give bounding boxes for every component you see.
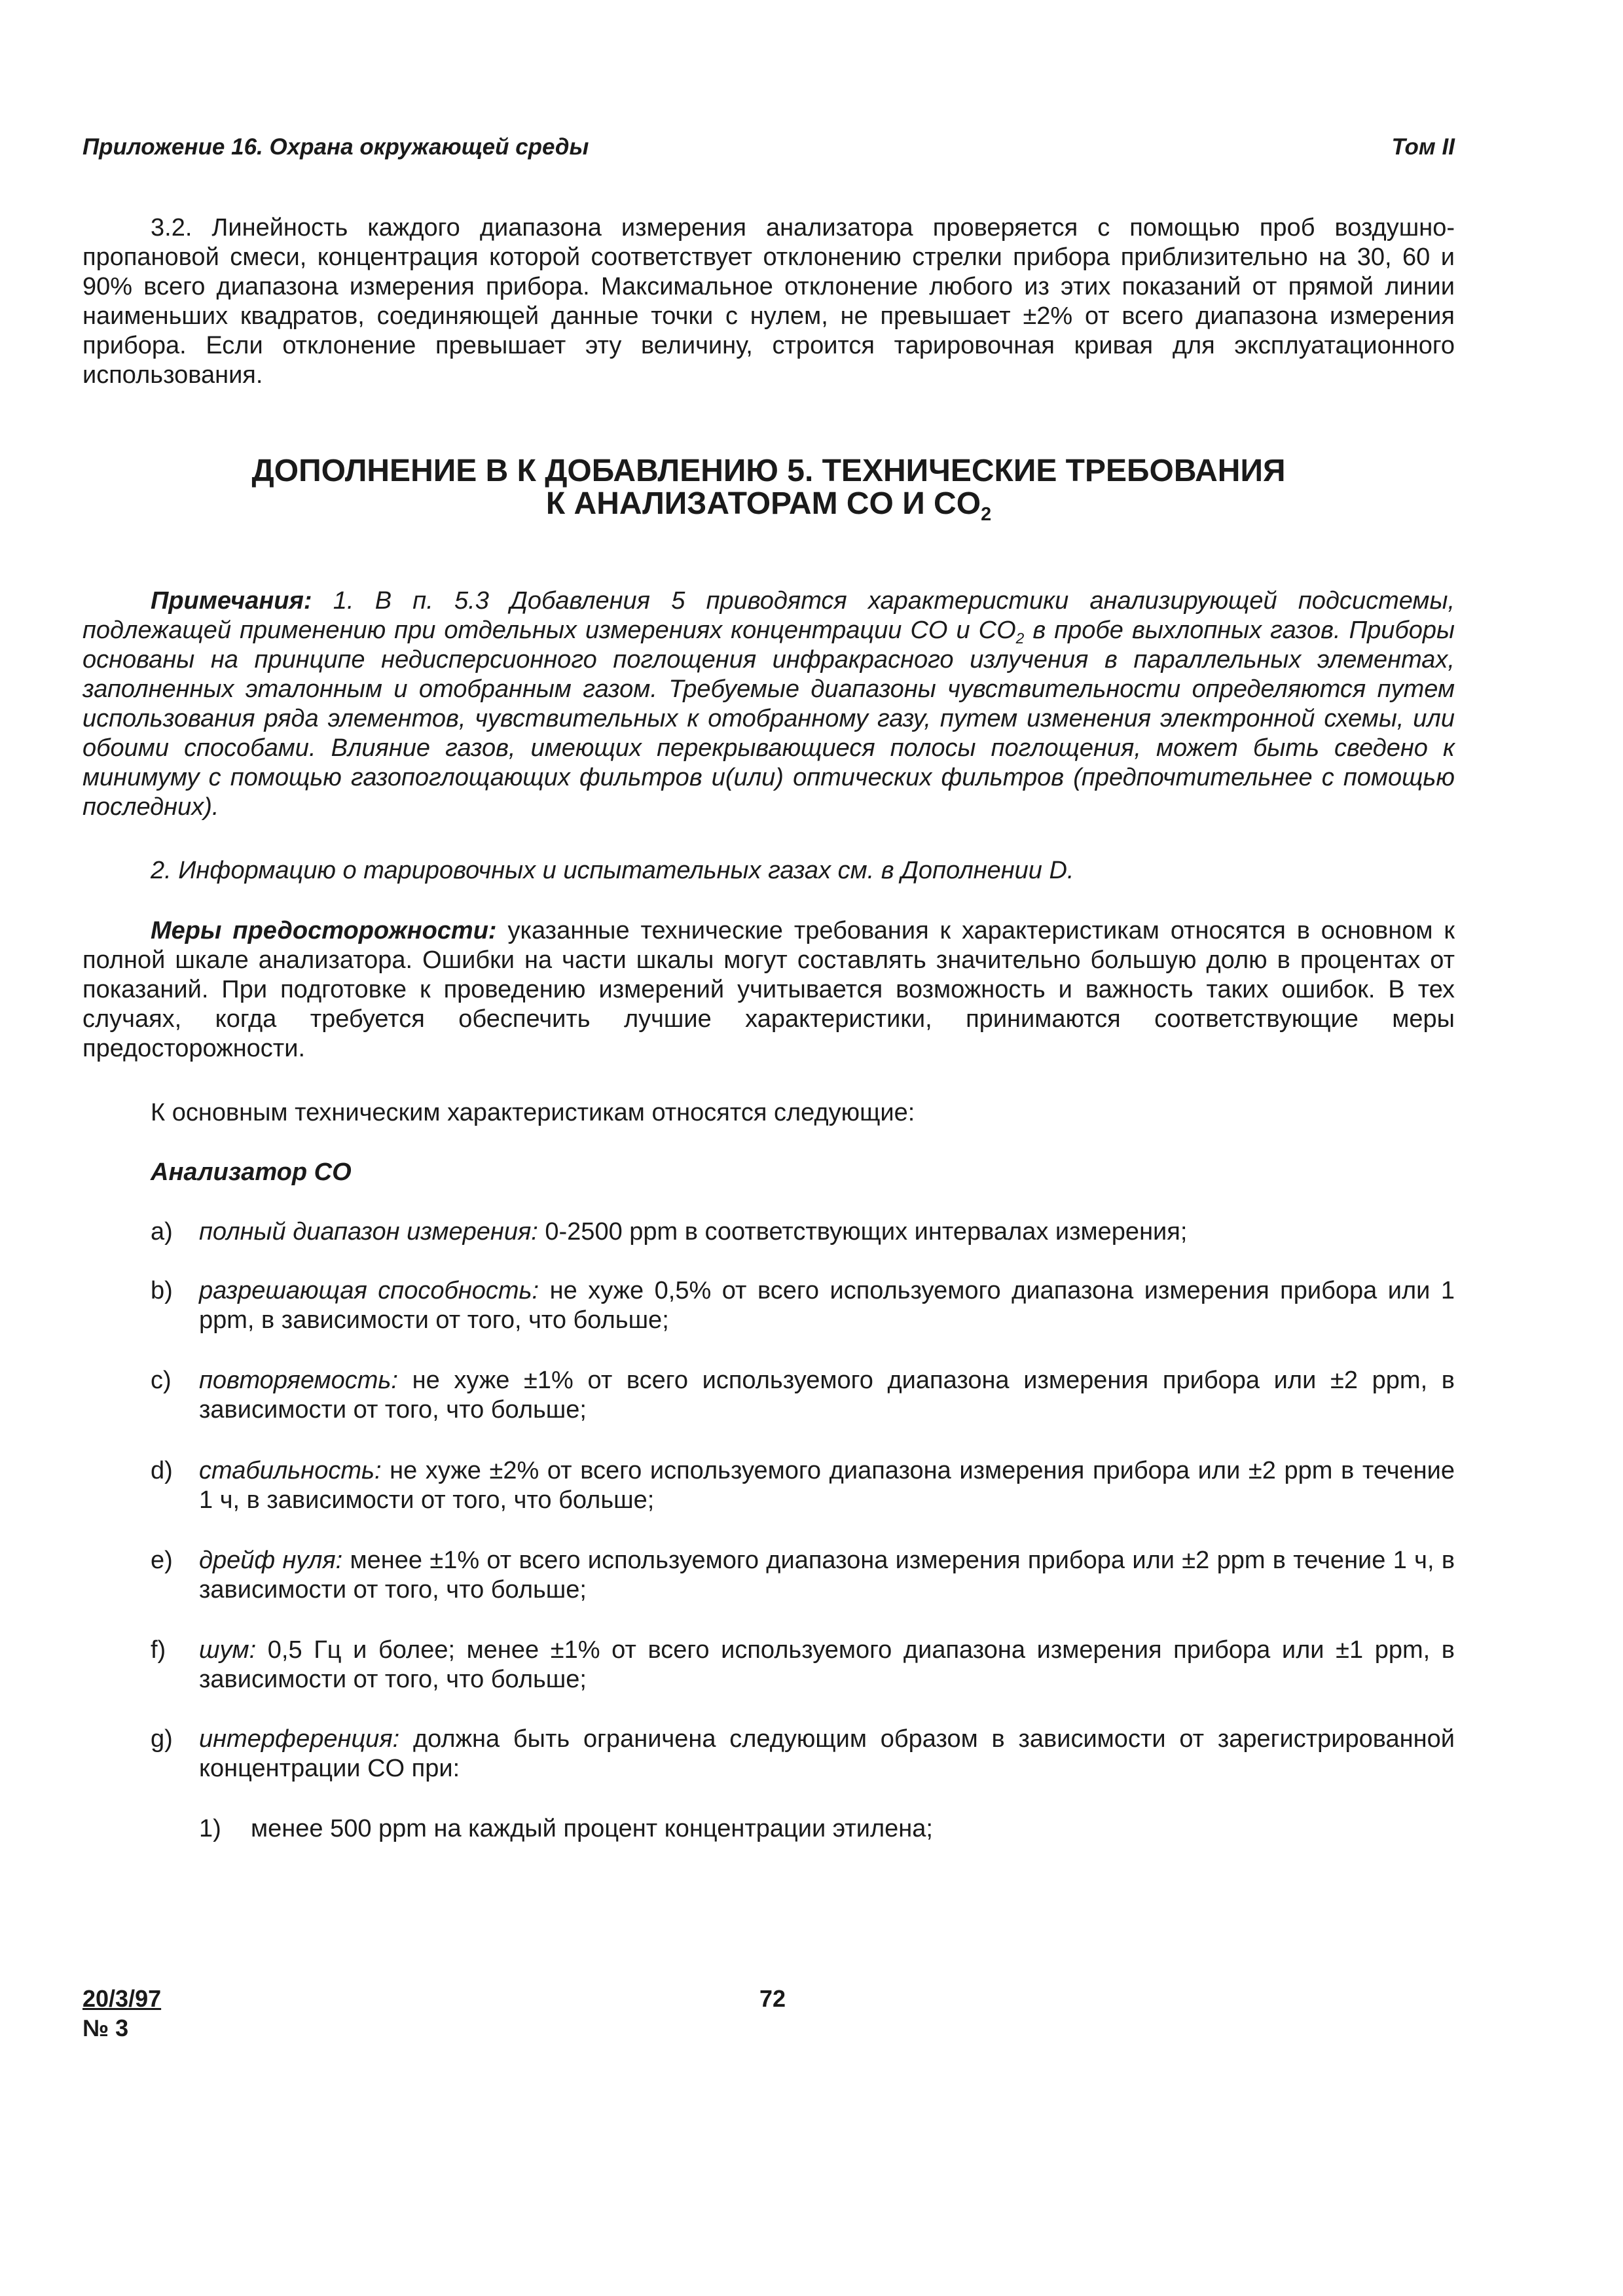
running-header-right: Том II <box>1391 134 1455 160</box>
list-item: разрешающая способность: не хуже 0,5% от всего используемого диапазона измерения прибора или 1 ppm, в зависимости от того, что больше; <box>199 1277 1455 1334</box>
list-item: полный диапазон измерения: 0-2500 ppm в соответствующих интервалах измерения; <box>199 1218 1188 1246</box>
note-2: 2. Информацию о тарировочных и испытательных газах см. в Дополнении D. <box>151 857 1074 884</box>
page-number: 72 <box>759 1985 786 2012</box>
list-item-label: c) <box>151 1367 172 1394</box>
section-title <box>82 454 1455 526</box>
list-item-label: b) <box>151 1277 173 1304</box>
notes-paragraph: Примечания: 1. В п. 5.3 Добавления 5 приводятся характеристики анализирующей подсистемы, подлежащей применению при отдельных измерениях концентрации CO и $CO_2$ в пробе выхлопных газов. Приборы основаны на принципе недисперсионного поглощения инфракрасного излучения в параллельных элементах, заполненных эталонным и отобранным газом. Требуемые диапазоны чувствительности определяются путем использования ряда элементов, чувствительных к отобранному газу, путем изменения электронной схемы, или обоими способами. Влияние газов, имеющих перекрывающиеся полосы поглощения, может быть сведено к минимуму с помощью газопоглощающих фильтров и(или) оптических фильтров (предпочтительнее с помощью последних). <box>82 587 1455 821</box>
list-item-label: g) <box>151 1725 173 1753</box>
paragraph-3-2: 3.2. Линейность каждого диапазона измерения анализатора проверяется с помощью проб воздушно-пропановой смеси, концентрация которой соответствует отклонению стрелки прибора приблизительно на 30, 60 и 90% всего диапазона измерения прибора. Максимальное отклонение любого из этих показаний от прямой линии наименьших квадратов, соединяющей данные точки с нулем, не превышает ±2% от всего диапазона измерения прибора. Если отклонение превышает эту величину, строится тарировочная кривая для эксплуатационного использования. <box>82 214 1455 389</box>
precautions-label: Меры предосторожности: <box>151 917 497 944</box>
list-item-label: d) <box>151 1457 173 1484</box>
analyzer-co-heading: Анализатор CO <box>151 1158 352 1186</box>
footer-date: 20/3/97 <box>82 1985 162 2012</box>
list-item: дрейф нуля: менее ±1% от всего используемого диапазона измерения прибора или ±2 ppm в течение 1 ч, в зависимости от того, что больше; <box>199 1547 1455 1604</box>
footer-number: № 3 <box>82 2015 129 2041</box>
list-item: интерференция: должна быть ограничена следующим образом в зависимости от зарегистрированной концентрации CO при: <box>199 1725 1455 1782</box>
subitem-text: менее 500 ppm на каждый процент концентрации этилена; <box>251 1815 933 1842</box>
list-item: повторяемость: не хуже ±1% от всего используемого диапазона измерения прибора или ±2 ppm, в зависимости от того, что больше; <box>199 1367 1455 1424</box>
section-title-line1: ДОПОЛНЕНИЕ В К ДОБАВЛЕНИЮ 5. ТЕХНИЧЕСКИЕ ТРЕБОВАНИЯ <box>251 454 1286 488</box>
intro-line: К основным техническим характеристикам относятся следующие: <box>151 1099 915 1126</box>
list-item-label: a) <box>151 1218 173 1246</box>
section-title-line2: К АНАЛИЗАТОРАМ CO И $CO_2$ <box>545 486 992 526</box>
precautions-paragraph: Меры предосторожности: указанные технические требования к характеристикам относятся в основном к полной шкале анализатора. Ошибки на части шкалы могут составлять значительно большую долю в процентах от показаний. При подготовке к проведению измерений учитывается возможность и важность таких ошибок. В тех случаях, когда требуется обеспечить лучшие характеристики, принимаются соответствующие меры предосторожности. <box>82 917 1455 1062</box>
notes-label: Примечания: <box>151 587 312 615</box>
list-item-label: e) <box>151 1547 173 1574</box>
list-item-label: f) <box>151 1636 166 1664</box>
list-item: стабильность: не хуже ±2% от всего используемого диапазона измерения прибора или ±2 ppm в течение 1 ч, в зависимости от того, что больше; <box>199 1457 1455 1514</box>
list-item: шум: 0,5 Гц и более; менее ±1% от всего используемого диапазона измерения прибора или ±1 ppm, в зависимости от того, что больше; <box>199 1636 1455 1693</box>
running-header-left: Приложение 16. Охрана окружающей среды <box>82 134 589 160</box>
subitem-label: 1) <box>199 1815 221 1842</box>
